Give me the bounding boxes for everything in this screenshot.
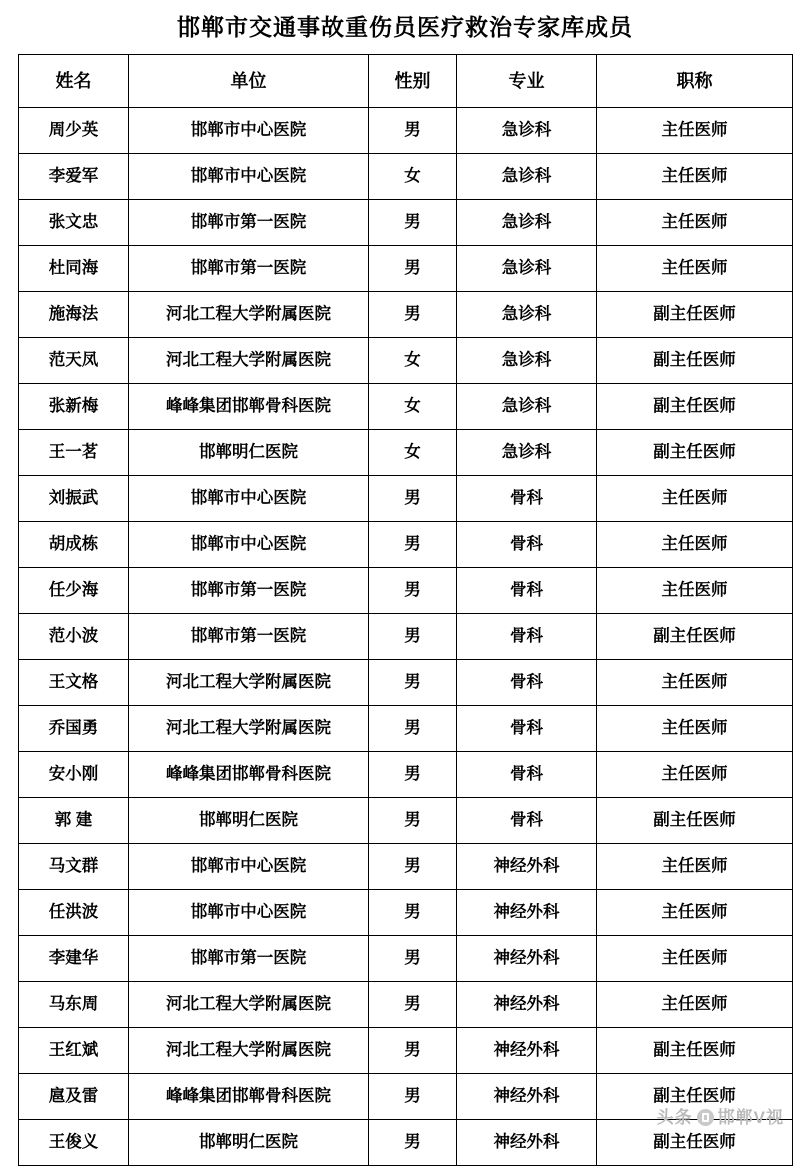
cell-major: 骨科 [457,797,597,843]
cell-title: 副主任医师 [597,1027,793,1073]
cell-name: 范天凤 [19,337,129,383]
table-row [19,889,793,935]
cell-title: 副主任医师 [597,429,793,475]
cell-unit: 邯郸市第一医院 [129,567,369,613]
cell-title: 主任医师 [597,153,793,199]
cell-gender: 男 [369,935,457,981]
cell-title: 主任医师 [597,935,793,981]
cell-unit: 河北工程大学附属医院 [129,705,369,751]
cell-title: 主任医师 [597,889,793,935]
cell-unit: 峰峰集团邯郸骨科医院 [129,1073,369,1119]
cell-name: 马东周 [19,981,129,1027]
cell-unit: 邯郸市中心医院 [129,107,369,153]
table-row [19,107,793,153]
cell-unit: 峰峰集团邯郸骨科医院 [129,751,369,797]
table-row [19,567,793,613]
table-row [19,521,793,567]
cell-title: 副主任医师 [597,613,793,659]
cell-gender: 女 [369,429,457,475]
table-row [19,475,793,521]
cell-major: 急诊科 [457,383,597,429]
cell-title: 主任医师 [597,659,793,705]
cell-title: 主任医师 [597,843,793,889]
cell-unit: 河北工程大学附属医院 [129,659,369,705]
cell-gender: 男 [369,613,457,659]
cell-name: 范小波 [19,613,129,659]
table-row [19,383,793,429]
table-row [19,613,793,659]
cell-name: 扈及雷 [19,1073,129,1119]
cell-unit: 邯郸明仁医院 [129,1119,369,1165]
cell-gender: 男 [369,751,457,797]
column-header-major: 专业 [457,54,597,107]
cell-name: 任洪波 [19,889,129,935]
table-row [19,1119,793,1165]
cell-major: 急诊科 [457,153,597,199]
column-header-name: 姓名 [19,54,129,107]
table-row [19,199,793,245]
cell-unit: 河北工程大学附属医院 [129,981,369,1027]
cell-major: 神经外科 [457,889,597,935]
cell-title: 主任医师 [597,107,793,153]
cell-major: 骨科 [457,705,597,751]
cell-name: 王文格 [19,659,129,705]
cell-major: 神经外科 [457,981,597,1027]
cell-title: 主任医师 [597,567,793,613]
cell-unit: 邯郸市中心医院 [129,843,369,889]
cell-unit: 邯郸市中心医院 [129,475,369,521]
cell-gender: 男 [369,797,457,843]
cell-gender: 男 [369,291,457,337]
table-row [19,291,793,337]
cell-gender: 男 [369,475,457,521]
cell-name: 刘振武 [19,475,129,521]
cell-major: 急诊科 [457,291,597,337]
cell-major: 神经外科 [457,935,597,981]
cell-gender: 女 [369,153,457,199]
column-header-title: 职称 [597,54,793,107]
table-row [19,797,793,843]
cell-gender: 男 [369,705,457,751]
cell-major: 骨科 [457,475,597,521]
cell-gender: 男 [369,521,457,567]
table-row [19,843,793,889]
cell-major: 神经外科 [457,1119,597,1165]
cell-unit: 河北工程大学附属医院 [129,337,369,383]
table-row [19,153,793,199]
cell-unit: 邯郸明仁医院 [129,797,369,843]
cell-name: 郭 建 [19,797,129,843]
cell-title: 主任医师 [597,705,793,751]
table-row [19,429,793,475]
cell-major: 急诊科 [457,337,597,383]
cell-gender: 男 [369,245,457,291]
cell-gender: 男 [369,107,457,153]
cell-major: 急诊科 [457,429,597,475]
watermark-suffix: 邯郸V视 [717,1108,784,1127]
cell-name: 李建华 [19,935,129,981]
table-header-row [19,54,793,107]
cell-title: 主任医师 [597,475,793,521]
cell-name: 任少海 [19,567,129,613]
cell-major: 神经外科 [457,1027,597,1073]
table-row [19,981,793,1027]
cell-title: 主任医师 [597,751,793,797]
cell-name: 李爱军 [19,153,129,199]
cell-gender: 女 [369,337,457,383]
cell-major: 神经外科 [457,1073,597,1119]
cell-name: 张新梅 [19,383,129,429]
cell-unit: 邯郸市第一医院 [129,245,369,291]
cell-title: 副主任医师 [597,383,793,429]
cell-unit: 邯郸市中心医院 [129,153,369,199]
cell-major: 骨科 [457,751,597,797]
watermark-prefix: 头条 [656,1108,693,1127]
cell-name: 马文群 [19,843,129,889]
cell-gender: 男 [369,1119,457,1165]
cell-title: 副主任医师 [597,1073,793,1119]
cell-title: 主任医师 [597,981,793,1027]
cell-major: 骨科 [457,659,597,705]
table-row [19,337,793,383]
cell-name: 胡成栋 [19,521,129,567]
cell-unit: 邯郸市第一医院 [129,935,369,981]
cell-title: 主任医师 [597,245,793,291]
cell-title: 副主任医师 [597,337,793,383]
page-title: 邯郸市交通事故重伤员医疗救治专家库成员 [177,14,633,40]
cell-major: 骨科 [457,567,597,613]
cell-title: 主任医师 [597,521,793,567]
cell-major: 神经外科 [457,843,597,889]
expert-roster-table [18,54,793,1166]
table-row [19,751,793,797]
cell-gender: 男 [369,1073,457,1119]
cell-unit: 峰峰集团邯郸骨科医院 [129,383,369,429]
cell-gender: 男 [369,659,457,705]
cell-unit: 邯郸市中心医院 [129,521,369,567]
cell-name: 王一茗 [19,429,129,475]
cell-name: 杜同海 [19,245,129,291]
cell-gender: 女 [369,383,457,429]
table-row [19,1027,793,1073]
cell-unit: 邯郸市第一医院 [129,199,369,245]
cell-gender: 男 [369,981,457,1027]
cell-major: 急诊科 [457,245,597,291]
cell-title: 副主任医师 [597,291,793,337]
cell-major: 急诊科 [457,199,597,245]
column-header-gender: 性别 [369,54,457,107]
cell-unit: 河北工程大学附属医院 [129,1027,369,1073]
cell-name: 王红斌 [19,1027,129,1073]
cell-gender: 男 [369,1027,457,1073]
cell-title: 副主任医师 [597,797,793,843]
cell-name: 王俊义 [19,1119,129,1165]
cell-unit: 河北工程大学附属医院 [129,291,369,337]
cell-name: 周少英 [19,107,129,153]
column-header-unit: 单位 [129,54,369,107]
cell-unit: 邯郸市中心医院 [129,889,369,935]
cell-major: 骨科 [457,613,597,659]
table-row [19,245,793,291]
cell-title: 副主任医师 [597,1119,793,1165]
table-row [19,659,793,705]
table-row [19,935,793,981]
table-row [19,1073,793,1119]
cell-gender: 男 [369,889,457,935]
cell-name: 安小刚 [19,751,129,797]
cell-name: 张文忠 [19,199,129,245]
cell-name: 施海法 [19,291,129,337]
cell-gender: 男 [369,567,457,613]
cell-gender: 男 [369,199,457,245]
cell-unit: 邯郸明仁医院 [129,429,369,475]
table-body [19,107,793,1165]
cell-unit: 邯郸市第一医院 [129,613,369,659]
cell-major: 急诊科 [457,107,597,153]
cell-gender: 男 [369,843,457,889]
cell-title: 主任医师 [597,199,793,245]
cell-name: 乔国勇 [19,705,129,751]
cell-major: 骨科 [457,521,597,567]
table-row [19,705,793,751]
